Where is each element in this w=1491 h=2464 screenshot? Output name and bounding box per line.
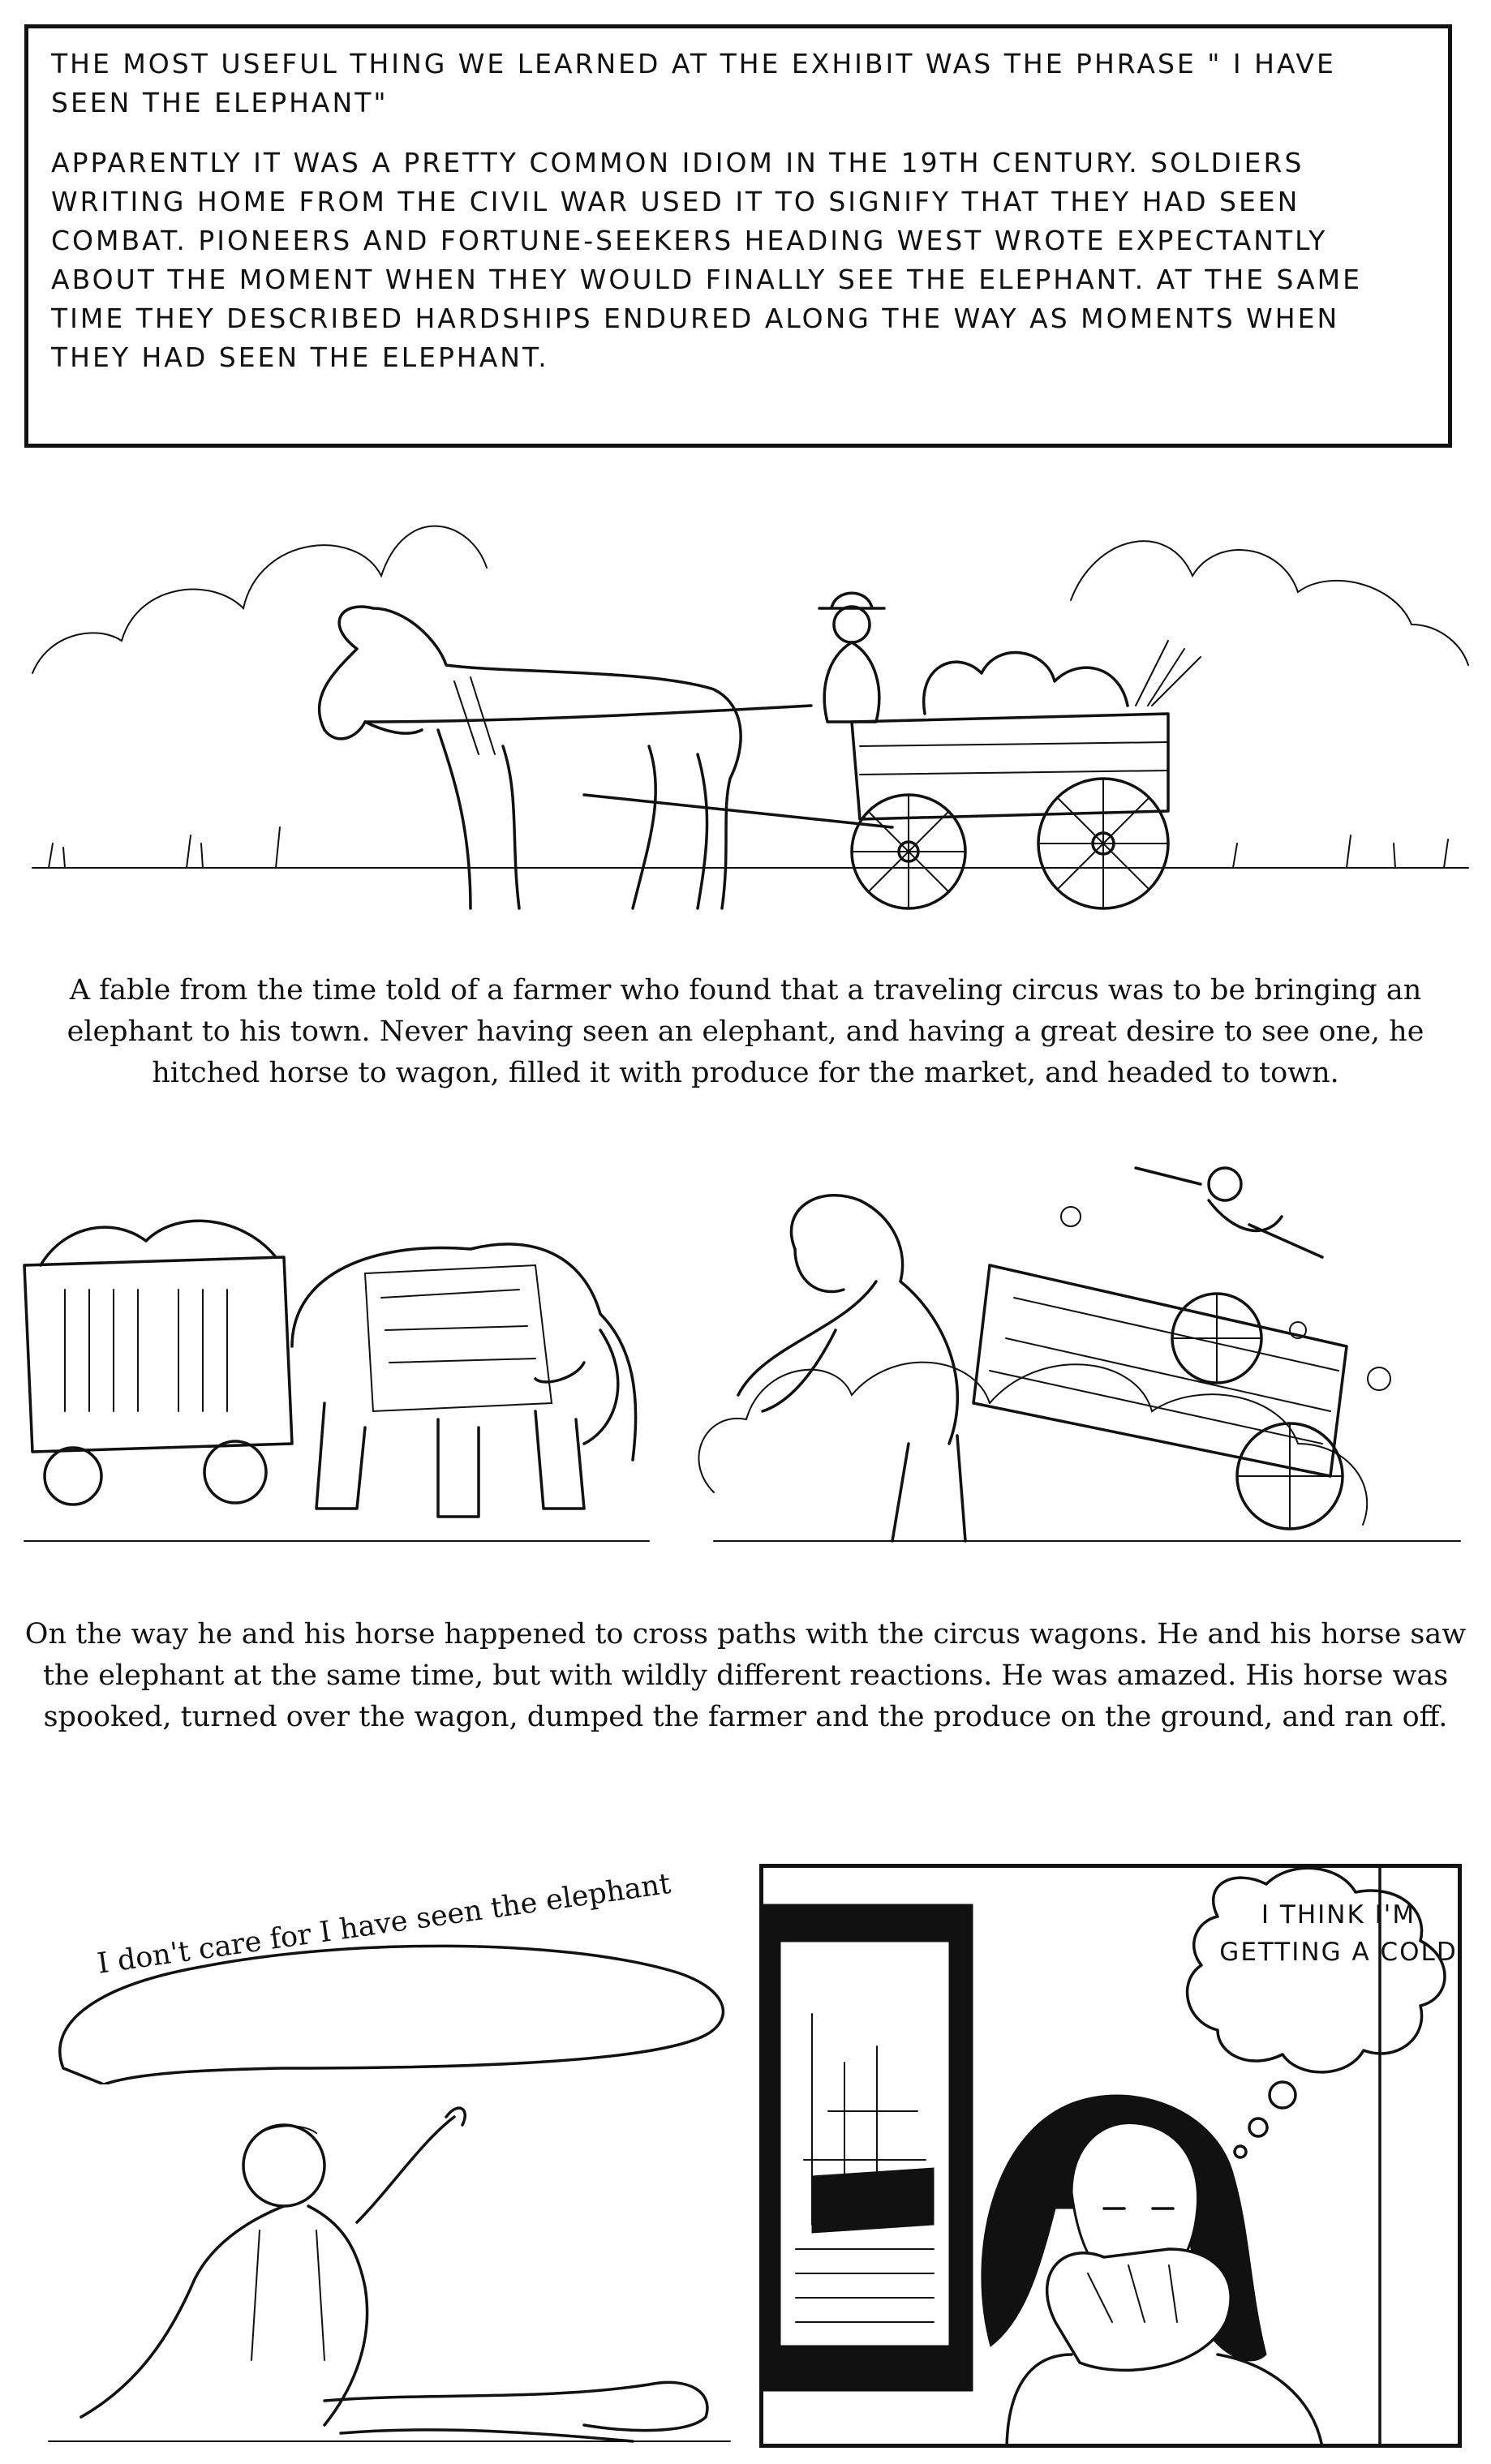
fable-caption: A fable from the time told of a farmer who found that a traveling circus was to be bringing an elephant to his town. Never having seen an elephant, and having a great desire to see one, he hitched horse to wagon, filled it with produce for the market, and headed to town.: [67, 974, 1424, 1089]
thought-bubble-text: I THINK I'M GETTING A COLD: [1219, 1900, 1458, 1967]
intro-panel: [24, 24, 1452, 448]
encounter-caption: On the way he and his horse happened to cross paths with the circus wagons. He and his horse saw the elephant at the same time, but with wildly different reactions. He was amazed. His horse was spooked, turned over the wagon, dumped the farmer and the produce on the ground, and ran off.: [24, 1618, 1467, 1733]
intro-body: APPARENTLY IT WAS A PRETTY COMMON IDIOM IN THE 19TH CENTURY. SOLDIERS WRITING HOME FROM THE CIVIL WAR USED IT TO SIGNIFY THAT THEY HAD SEEN COMBAT. PIONEERS AND FORTUNE-SEEKERS HEADING WEST WROTE EXPECTANTLY ABOUT THE MOMENT WHEN THEY WOULD FINALLY SEE THE ELEPHANT. AT THE SAME TIME THEY DESCRIBED HARDSHIPS ENDURED ALONG THE WAY AS MOMENTS WHEN THEY HAD SEEN THE ELEPHANT.: [51, 147, 1362, 373]
reclining-farmer-illustration: [16, 2093, 746, 2449]
speech-bubble-text: I don't care for I have seen the elephant: [95, 1867, 673, 1981]
circus-elephant-illustration: [16, 1135, 1475, 1590]
intro-heading: THE MOST USEFUL THING WE LEARNED AT THE EXHIBIT WAS THE PHRASE " I HAVE SEEN THE ELEPHANT": [51, 48, 1336, 118]
horse-wagon-illustration: [16, 487, 1475, 941]
